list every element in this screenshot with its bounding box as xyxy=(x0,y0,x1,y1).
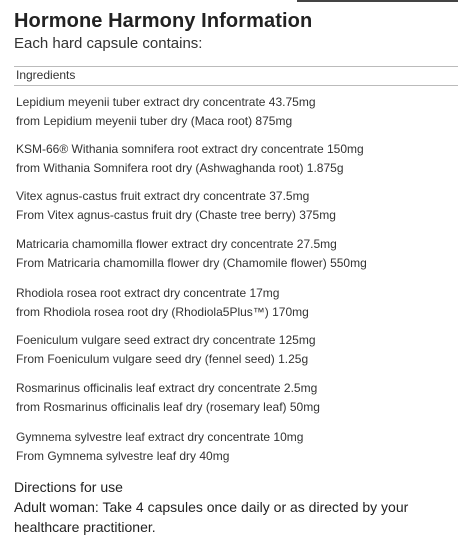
top-divider xyxy=(297,0,458,2)
ingredient-extract: Lepidium meyenii tuber extract dry concentrate 43.75mg xyxy=(16,95,316,109)
ingredient-extract: Rhodiola rosea root extract dry concentrate 17mg xyxy=(16,286,280,300)
ingredient-item xyxy=(16,284,309,322)
ingredient-source: from Lepidium meyenii tuber dry (Maca root) 875mg xyxy=(16,114,293,128)
page-subtitle: Each hard capsule contains: xyxy=(14,35,203,52)
ingredient-item xyxy=(16,331,316,369)
ingredient-source: from Rhodiola rosea root dry (Rhodiola5Plus™) 170mg xyxy=(16,305,309,319)
ingredient-item xyxy=(16,235,367,273)
ingredient-extract: Gymnema sylvestre leaf extract dry concentrate 10mg xyxy=(16,430,304,444)
ingredient-extract: Matricaria chamomilla flower extract dry concentrate 27.5mg xyxy=(16,237,337,251)
ingredient-source: From Foeniculum vulgare seed dry (fennel seed) 1.25g xyxy=(16,352,309,366)
ingredients-header xyxy=(14,66,458,86)
page-title: Hormone Harmony Information xyxy=(14,10,313,32)
directions-title: Directions for use xyxy=(14,479,123,495)
ingredient-item xyxy=(16,140,364,178)
ingredient-extract: Rosmarinus officinalis leaf extract dry concentrate 2.5mg xyxy=(16,381,318,395)
ingredient-source: from Rosmarinus officinalis leaf dry (rosemary leaf) 50mg xyxy=(16,400,320,414)
ingredients-header-label: Ingredients xyxy=(16,68,76,82)
ingredient-extract: KSM-66® Withania somnifera root extract dry concentrate 150mg xyxy=(16,142,364,156)
directions-text: Adult woman: Take 4 capsules once daily or as directed by your healthcare practitioner. xyxy=(14,499,409,535)
ingredient-extract: Vitex agnus-castus fruit extract dry concentrate 37.5mg xyxy=(16,189,310,203)
ingredient-item xyxy=(16,379,320,417)
ingredient-item xyxy=(16,93,316,131)
ingredient-source: from Withania Somnifera root dry (Ashwaghanda root) 1.875g xyxy=(16,161,344,175)
ingredient-source: From Vitex agnus-castus fruit dry (Chaste tree berry) 375mg xyxy=(16,208,336,222)
ingredient-source: From Gymnema sylvestre leaf dry 40mg xyxy=(16,449,230,463)
ingredient-source: From Matricaria chamomilla flower dry (Chamomile flower) 550mg xyxy=(16,256,367,270)
ingredient-item xyxy=(16,187,336,225)
ingredient-extract: Foeniculum vulgare seed extract dry concentrate 125mg xyxy=(16,333,316,347)
ingredient-item xyxy=(16,428,303,466)
